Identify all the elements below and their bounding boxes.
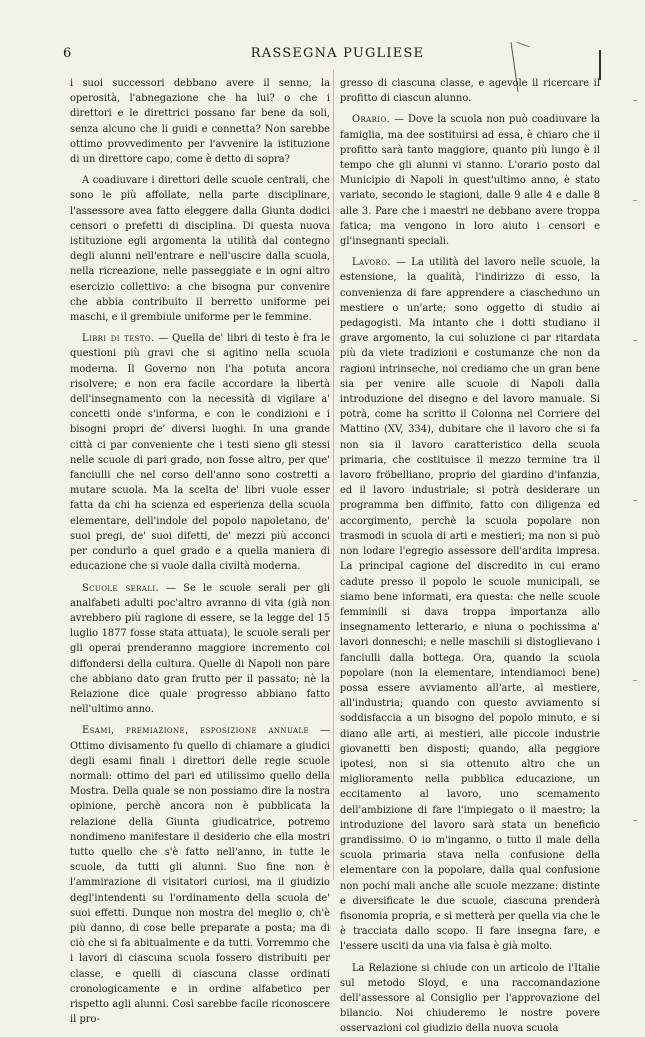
column-divider (333, 70, 334, 880)
right-column (340, 76, 600, 1035)
left-column (70, 76, 330, 1026)
paragraph (70, 581, 330, 718)
section-lead: Esami, premiazione, esposizione annuale (82, 725, 310, 737)
page-number: 6 (63, 46, 72, 61)
paragraph: gresso di ciascuna classe, e agevole il ricercare il profitto di ciascun alunno. (340, 78, 600, 105)
section-lead: Orario. (352, 114, 391, 126)
paragraph-body: — Quella de' libri di testo è fra le questioni più gravi che si agitino nella scuola moderna. Il Governo non l'ha potuta ancora risolvere; e non era facile accordare la libertà dell'insegnamento con la necessità di vigilare a' concetti onde s'informa, e con le condizioni e i bisogni propri de' diversi luoghi. In una grande città ci par conveniente che i testi sieno gli stessi nelle scuole di pari grado, non fosse altro, per que' fanciulli che nel corso dell'anno sono costretti a mutare scuola. Ma la scelta de' libri vuole esser fatta da chi ha scienza ed esperienza della scuola elementare, dell'indole del popolo napoletano, de' suoi pregi, de' suoi difetti, de' mezzi più acconci per condurlo a quel grado e a quella maniera di educazione che si vuole dalla civiltà moderna. (70, 333, 330, 573)
margin-tick (633, 820, 637, 821)
paragraph: La Relazione si chiude con un articolo de l'Italie sul metodo Sloyd, e una raccomandazione dell'assessore al Consiglio per l'approvazione del bilancio. Noi chiuderemo le nostre povere osservazioni col giudizio della nuova scuola (340, 962, 600, 1035)
section-lead: Scuole serali. (82, 582, 160, 594)
margin-tick (633, 200, 637, 201)
paragraph-body: — Dove la scuola non può coadiuvare la famiglia, ma dee sostituirsi ad essa, è chiaro che il profitto sarà tanto maggiore, quanto più lungo è il tempo che gli alunni vi stanno. L'orario posto dal Municipio di Napoli in quest'ultimo anno, è stato variato, secondo le stagioni, dalle 9 alle 4 e dalle 8 alle 3. Pare che i maestri ne debbano avere troppa fatica; ma vengono in loro aiuto i censori e gl'insegnanti speciali. (340, 114, 600, 248)
margin-tick (633, 680, 637, 681)
margin-marks (625, 80, 637, 880)
paragraph-body: — Se le scuole serali per gli analfabeti adulti poc'altro avranno di vita (già non avrebbero più ragione di essere, se la legge del 15 luglio 1877 fosse stata attuata), le scuole serali per gli operai prenderanno maggiore incremento col diffondersi della cultura. Quelle di Napoli non pare che abbiano dato gran frutto per il passato; nè la Relazione dice quale progresso abbiano fatto nell'ultimo anno. (70, 582, 330, 716)
paragraph: A coadiuvare i direttori delle scuole centrali, che sono le più affollate, nella parte disciplinare, l'assessore avea fatto eleggere dalla Giunta dodici censori o prefetti di disciplina. Di questa nuova istituzione egli argomenta la utilità dal contegno degli alunni nell'entrare e nell'uscire dalla scuola, nella ricreazione, nelle passeggiate e in ogni altro esercizio collettivo: a che bisogna pur convenire che abbia contribuito il berretto uniforme pei maschi, e il grembiule uniforme per le femmine. (70, 175, 330, 324)
paragraph-body: — La utilità del lavoro nelle scuole, la estensione, la qualità, l'indirizzo di esso, la convenienza di fare apprendere a ciascheduno un mestiere o un'arte; sono oggetto di studio ai pedagogisti. Ma intanto che i dotti studiano il grave argomento, la cui soluzione ci par ritardata più da viete tradizioni e costumanze che non da ragioni intrinseche, noi crediamo che un gran bene sia per venire alle scuole di Napoli dalla introduzione del disegno e del lavoro manuale. Si potrà, come ha scritto il Colonna nel Corriere del Mattino (XV, 334), dubitare che il lavoro che si fa non sia il lavoro caratteristico della scuola primaria, che costituisce il mezzo termine tra il lavoro fröbelliano, proprio del giardino d'infanzia, ed il lavoro industriale; si potrà desiderare un programma ben diffinito, fatto con diligenza ed accorgimento, perchè la scuola popolare non trasmodi in scuola di arti e mestieri; ma non si può non lodare l'egregio assessore dell'ardita impresa. La principal cagione del discredito in cui erano cadute presso il popolo le scuole municipali, se siamo bene informati, era questa: che nelle scuole femminili si dava troppa importanza allo insegnamento letterario, e niuna o pochissima a' lavori donneschi; e nelle maschili si distoglievano i fanciulli dalla bottega. Ora, quando la scuola popolare (non la elementare, intendiamoci bene) possa essere avviamento all'arte, al mestiere, all'industria; quando con questo avviamento si soddisfaccia a un bisogno del popolo minuto, e si diano alle arti, ai mestieri, alle piccole industrie giovanetti ben disposti; quando, alla peggiore ipotesi, non si sia ottenuto altro che un miglioramento nella pubblica educazione, un eccitamento al lavoro, uno scemamento dell'ambizione di fare l'impiegato o il maestro; la introduzione del lavoro sarà stata un beneficio grandissimo. O io m'inganno, o tutto il male della scuola primaria stava nella confusione della elementare con la popolare, dalla qual confusione non pochi mali anche alle scuole mezzane: distinte e diversificate le due scuole, ciascuna prenderà fisonomia propria, e si metterà per quella via che le è tracciata dallo scopo. Il fare insegna fare, e l'essere usciti da una via falsa è già molto. (340, 257, 600, 953)
margin-tick (633, 340, 637, 341)
paragraph (70, 723, 330, 1027)
paragraph: i suoi successori debbano avere il senno, la operosità, l'abnegazione che ha lui? o che i direttori e le direttrici possano far bene da soli, senza alcuno che li guidi e connetta? Non sarebbe ottimo provvedimento per l'avvenire la istituzione di un direttore capo, come è detto di sopra? (70, 78, 330, 166)
running-title: RASSEGNA PUGLIESE (250, 46, 425, 61)
section-lead: Libri di testo. (82, 333, 155, 345)
page-header (60, 40, 615, 62)
paragraph (340, 255, 600, 954)
paragraph (70, 331, 330, 574)
section-lead: Lavoro. (352, 257, 391, 269)
paragraph-body: — Ottimo divisamento fu quello di chiamare a giudici degli esami finali i direttori delle regie scuole normali: ottimo del pari ed utilissimo quello della Mostra. Della quale se non possiamo dire la nostra opinione, perchè ancora non è pubblicata la relazione della Giunta giudicatrice, potremo nondimeno manifestare il desiderio che ella mostri tutto quello che s'è fatto nell'anno, in tutte le scuole, da tutti gli alunni. Suo fine non è l'ammirazione di visitatori curiosi, ma il giudizio degl'intendenti su l'ordinamento della scuola de' suoi effetti. Dunque non mostra del meglio o, ch'è più danno, di cose belle preparate a posta; ma di ciò che si fa abitualmente e da tutti. Vorremmo che i lavori di ciascuna scuola fossero distribuiti per classe, e quelli di ciascuna classe ordinati cronologicamente e in ordine alfabetico per rispetto agli alunni. Così sarebbe facile riconoscere il pro- (70, 725, 330, 1026)
paragraph (340, 112, 600, 249)
margin-tick (633, 100, 637, 101)
margin-tick (633, 500, 637, 501)
